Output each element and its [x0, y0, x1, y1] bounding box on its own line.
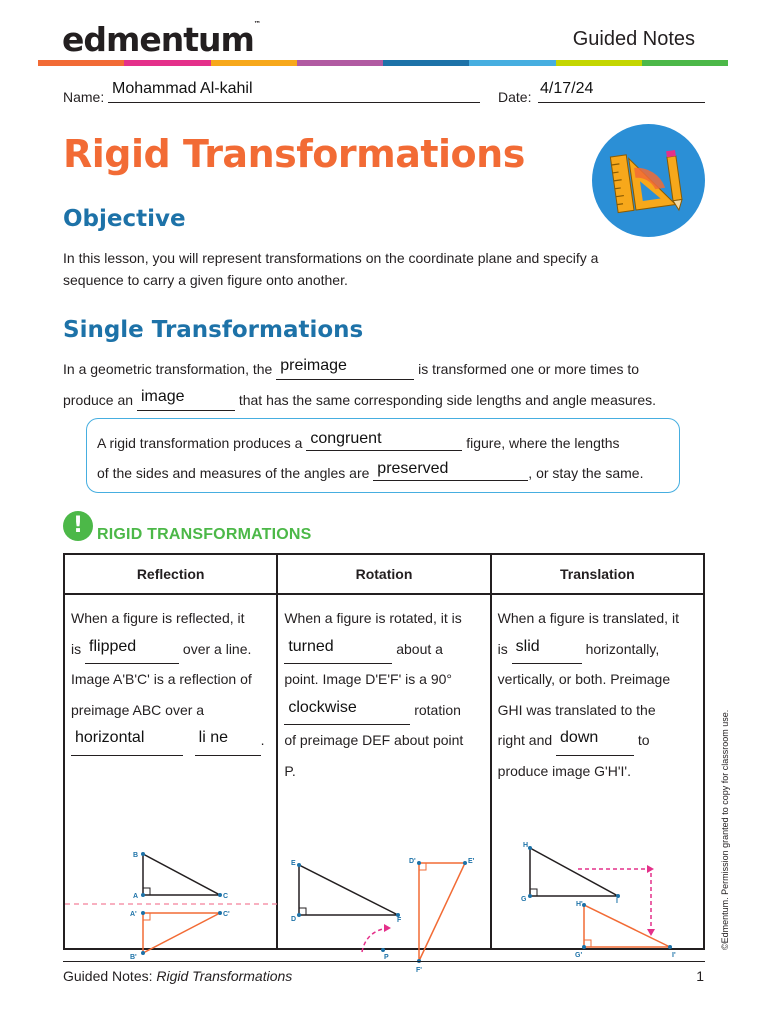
objective-text: [63, 247, 598, 291]
reflection-line-3: Image A'B'C' is a reflection of: [71, 671, 252, 687]
label-a-prime: A': [130, 911, 137, 918]
clockwise-answer: clockwise: [288, 698, 357, 716]
translation-line-6: produce image G'H'I'.: [497, 762, 631, 779]
objective-heading: Objective: [63, 206, 186, 232]
color-stripe-segment-0: [38, 60, 124, 66]
footer-divider: [63, 961, 705, 962]
label-i: I: [615, 898, 618, 905]
table-body-row: [64, 594, 704, 949]
s1-before: In a geometric transformation, the: [63, 361, 273, 377]
rotation-about: about a: [396, 640, 443, 657]
flipped-answer: flipped: [89, 637, 137, 655]
name-value[interactable]: Mohammad Al-kahil: [112, 80, 253, 97]
triangle-g-prime: [584, 905, 670, 947]
triangle-def: [299, 865, 398, 915]
rotation-figure: [278, 595, 490, 974]
color-stripe-segment-1: [124, 60, 210, 66]
callout-line-2: [97, 460, 644, 481]
preserved-answer: preserved: [377, 460, 449, 477]
single-sentence-1: [63, 358, 639, 380]
date-value[interactable]: 4/17/24: [540, 80, 594, 97]
definition-callout: [86, 418, 680, 493]
translation-line-1: When a figure is translated, it: [497, 610, 679, 626]
c1-before: A rigid transformation produces a: [97, 435, 303, 451]
triangle-a-prime: [143, 913, 220, 953]
reflection-period: .: [260, 732, 265, 748]
label-b-prime: B': [130, 954, 137, 961]
preserved-blank[interactable]: [373, 460, 528, 481]
logo-trademark: ™: [253, 20, 261, 28]
single-sentence-2: [63, 389, 656, 411]
color-stripe-segment-7: [642, 60, 728, 66]
label-d: D: [291, 916, 297, 923]
label-c: C: [223, 893, 229, 900]
c1-after: figure, where the lengths: [466, 435, 620, 451]
s2-after: that has the same corresponding side lengths and angle measures.: [238, 392, 656, 408]
name-line: [108, 102, 480, 103]
section-label: RIGID TRANSFORMATIONS: [97, 526, 312, 543]
label-h-prime: H': [575, 901, 583, 908]
callout-line-1: [97, 430, 620, 451]
transformations-table: [63, 553, 705, 974]
c2-after: , or stay the same.: [528, 465, 644, 481]
footer-title: [63, 968, 292, 984]
preimage-blank[interactable]: [276, 357, 414, 380]
translation-horizontally: horizontally,: [585, 640, 660, 657]
translation-right-and: right and: [497, 732, 553, 748]
footer-prefix: Guided Notes:: [63, 968, 153, 984]
congruent-blank[interactable]: [306, 430, 462, 451]
label-h: H: [522, 842, 528, 849]
single-transformations-heading: Single Transformations: [63, 317, 364, 343]
triangle-ghi: [530, 848, 618, 896]
turned-answer: turned: [288, 637, 334, 655]
color-stripe-segment-4: [383, 60, 469, 66]
header-translation: Translation: [491, 554, 704, 594]
translation-figure: [492, 595, 704, 959]
header-reflection: Reflection: [64, 554, 277, 594]
label-c-prime: C': [223, 911, 230, 918]
edmentum-logo: [62, 20, 261, 59]
rotation-cell: [277, 594, 490, 974]
slid-answer: slid: [515, 637, 540, 655]
color-stripe-segment-3: [297, 60, 383, 66]
rotation-line-3: point. Image D'E'F' is a 90°: [284, 671, 453, 687]
objective-line-2: sequence to carry a given figure onto another.: [63, 272, 348, 288]
rotation-line-5: of preimage DEF about point: [284, 732, 464, 748]
label-b: B: [133, 852, 139, 859]
translation-line-4: GHI was translated to the: [497, 701, 656, 718]
horizontal-answer: horizontal: [75, 729, 145, 746]
reflection-over-line: over a line.: [182, 640, 252, 657]
triangle-d-prime: [419, 863, 465, 961]
color-stripe-segment-2: [211, 60, 297, 66]
line-answer: li ne: [198, 729, 229, 746]
label-g-prime: G': [574, 952, 582, 959]
s2-before: produce an: [63, 392, 134, 408]
reflection-cell: [64, 594, 277, 961]
label-g: G: [520, 896, 527, 903]
reflection-is: is: [71, 640, 82, 657]
logo-text: edmentum: [62, 20, 254, 59]
s1-after: is transformed one or more times to: [418, 361, 640, 377]
translation-line-3: vertically, or both. Preimage: [497, 671, 671, 687]
date-label: Date:: [498, 89, 532, 105]
page-number: 1: [696, 968, 704, 984]
c2-before: of the sides and measures of the angles are: [97, 465, 370, 481]
footer-doc-title: Rigid Transformations: [156, 968, 293, 984]
label-p: P: [384, 954, 389, 961]
image-blank[interactable]: [137, 388, 235, 411]
color-stripe-segment-5: [469, 60, 555, 66]
rotation-line-1: When a figure is rotated, it is: [284, 610, 462, 626]
header-title: Guided Notes: [572, 28, 695, 50]
ruler-protractor-pencil-icon: [592, 124, 705, 237]
preimage-answer: preimage: [280, 357, 347, 374]
reflection-line-1: When a figure is reflected, it: [71, 610, 245, 626]
reflection-line-4: preimage ABC over a: [71, 701, 205, 718]
label-f: F: [397, 917, 402, 924]
congruent-answer: congruent: [310, 430, 382, 447]
color-stripe: [38, 60, 728, 66]
page-title: Rigid Transformations: [63, 132, 525, 176]
image-answer: image: [140, 388, 185, 405]
name-label: Name:: [63, 89, 105, 105]
header-rotation: Rotation: [277, 554, 490, 594]
label-f-prime: F': [416, 967, 423, 974]
label-e: E: [291, 860, 296, 867]
reflection-figure: [65, 595, 277, 961]
objective-line-1: In this lesson, you will represent transformations on the coordinate plane and specify a: [63, 250, 599, 266]
rotation-word: rotation: [414, 701, 461, 718]
triangle-abc: [143, 854, 220, 895]
down-answer: down: [560, 729, 599, 746]
date-line: [538, 102, 705, 103]
label-a: A: [133, 893, 139, 900]
translation-cell: [491, 594, 704, 959]
exclamation-icon: !: [63, 511, 93, 541]
copyright-note: ©Edmentum. Permission granted to copy for classroom use.: [720, 709, 730, 950]
translation-is: is: [497, 640, 508, 657]
label-i-prime: I': [671, 952, 676, 959]
center-point-p: [381, 948, 385, 952]
label-e-prime: E': [468, 858, 475, 865]
color-stripe-segment-6: [556, 60, 642, 66]
rotation-line-6: P.: [284, 762, 296, 779]
translation-to: to: [637, 732, 650, 748]
table-header-row: [64, 554, 704, 594]
label-d-prime: D': [409, 858, 417, 865]
